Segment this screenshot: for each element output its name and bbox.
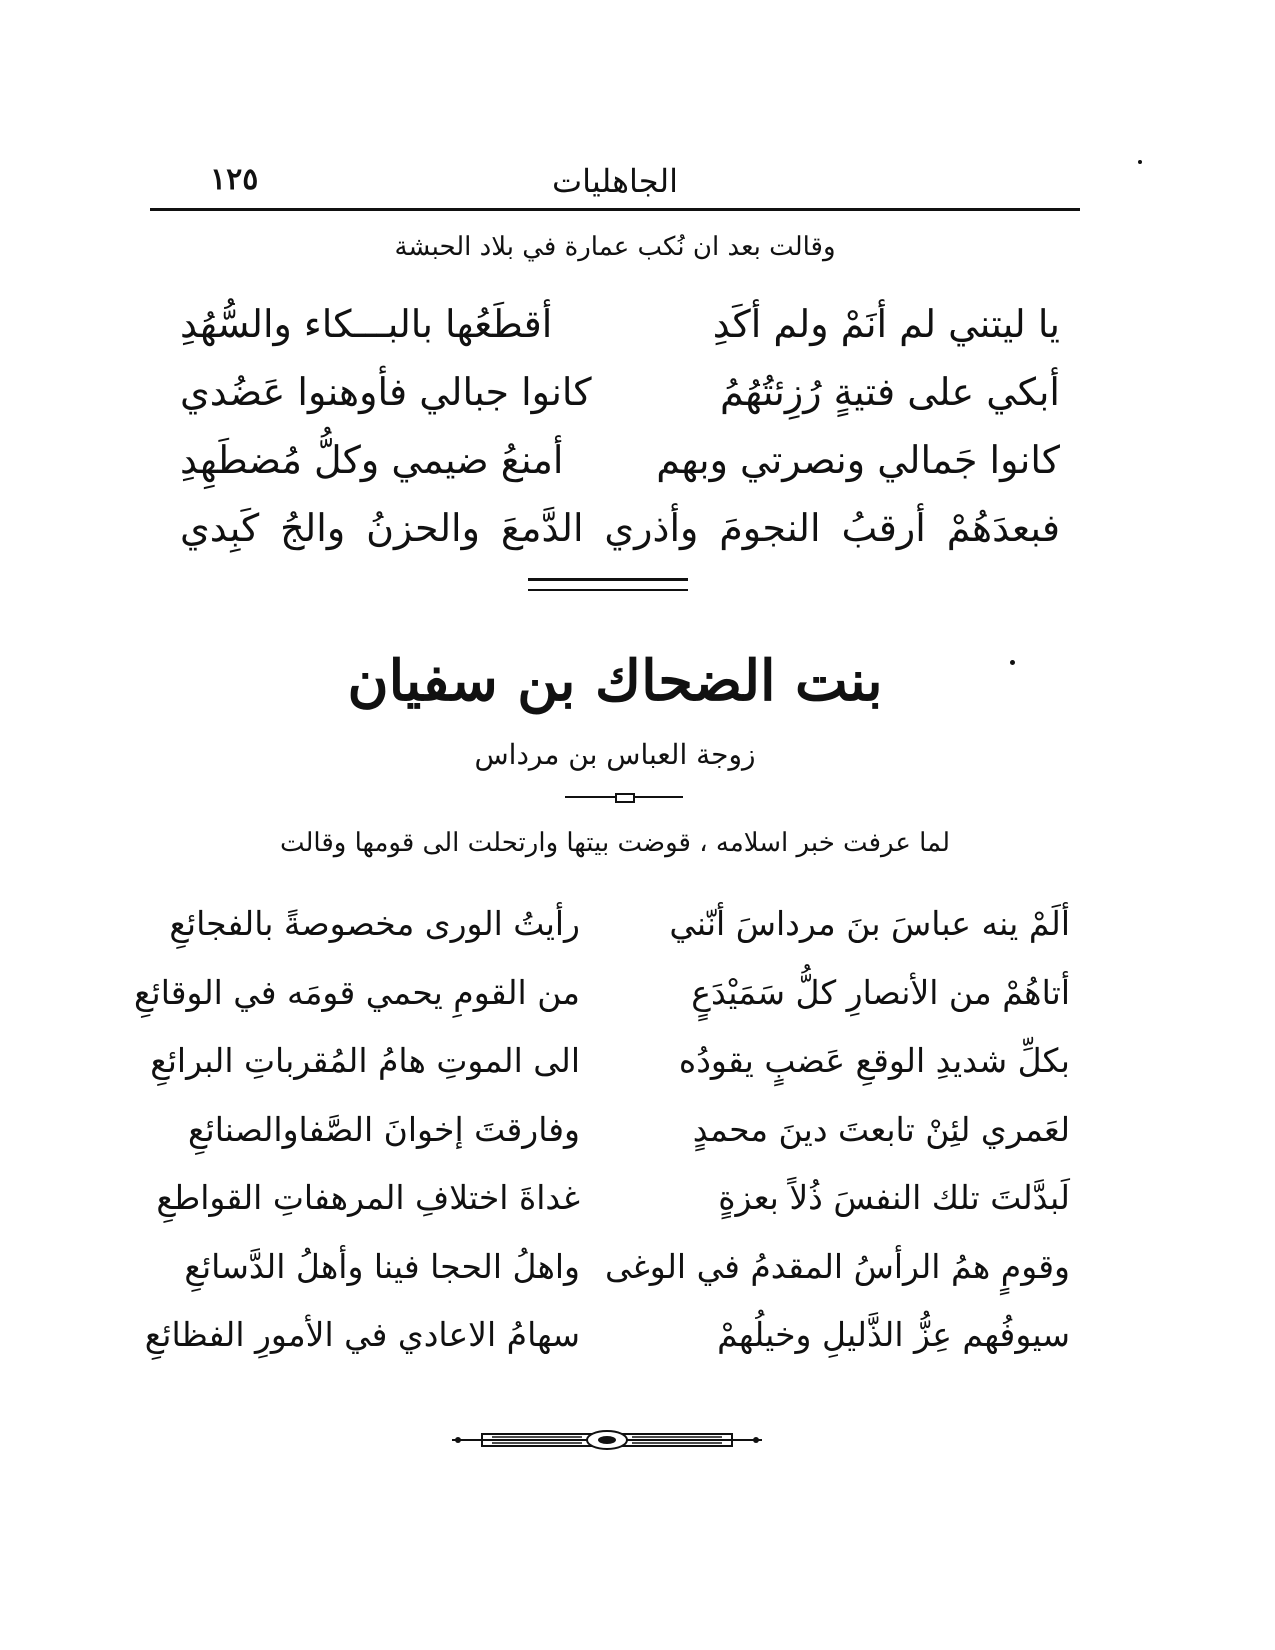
end-ornament <box>452 1428 762 1452</box>
header-rule <box>150 208 1080 211</box>
section-divider <box>528 578 688 591</box>
hemistich-first: وقومٍ همُ الرأسُ المقدمُ في الوغى <box>605 1246 1070 1286</box>
hemistich-first: لَبدَّلتَ تلك النفسَ ذُلاً بعزةٍ <box>718 1178 1070 1217</box>
divider-knot <box>615 793 635 803</box>
hemistich-second: كانوا جبالي فأوهنوا عَضُدي <box>180 370 592 414</box>
hemistich-first: ألَمْ ينه عباسَ بنَ مرداسَ أنّني <box>669 904 1070 943</box>
verse <box>150 1164 1070 1233</box>
poem-2 <box>133 890 1070 1370</box>
hemistich-first: أبكي على فتيةٍ رُزِئتُهُمُ <box>720 370 1060 414</box>
hemistich-second: سهامُ الاعادي في الأمورِ الفظائعِ <box>144 1315 580 1354</box>
hemistich-first: أتاهُمْ من الأنصارِ كلُّ سَمَيْدَعٍ <box>691 972 1070 1012</box>
hemistich-second: غداةَ اختلافِ المرهفاتِ القواطعِ <box>156 1178 580 1217</box>
verse <box>180 358 1060 426</box>
verse-full: فبعدَهُمْ أرقبُ النجومَ وأذري الدَّمعَ والحزنُ والجُ كَبِدي <box>180 506 1060 550</box>
hemistich-first: بكلِّ شديدِ الوقعِ عَضبٍ يقودُه <box>678 1041 1070 1080</box>
page-header <box>150 158 1080 208</box>
hemistich-second: أمنعُ ضيمي وكلُّ مُضطَهِدِ <box>180 438 564 482</box>
hemistich-second: رأيتُ الورى مخصوصةً بالفجائعِ <box>169 904 580 943</box>
verse <box>180 290 1060 358</box>
hemistich-first: يا ليتني لم أنَمْ ولم أكَدِ <box>712 302 1060 346</box>
verse <box>133 959 1070 1028</box>
section-2-intro: لما عرفت خبر اسلامه ، قوضت بيتها وارتحلت الى قومها وقالت <box>279 828 951 858</box>
hemistich-first: كانوا جَمالي ونصرتي وبهم <box>656 438 1060 482</box>
hemistich-second: الى الموتِ هامُ المُقرباتِ البرائعِ <box>150 1041 580 1080</box>
corner-mark <box>1138 160 1142 164</box>
hemistich-second: من القومِ يحمي قومَه في الوقائعِ <box>133 972 580 1012</box>
hemistich-second: أقطَعُها بالبـــكاء والسُّهُدِ <box>180 302 553 346</box>
hemistich-first: سيوفُهم عِزُّ الذَّليلِ وخيلُهمْ <box>717 1315 1070 1354</box>
small-divider <box>565 796 683 798</box>
verse <box>150 1096 1070 1165</box>
poet-subtitle: زوجة العباس بن مرداس <box>474 738 756 771</box>
poet-name-heading: بنت الضحاك بن سفيان <box>347 648 883 714</box>
verse <box>150 1233 1070 1302</box>
verse <box>150 1027 1070 1096</box>
section-1-intro: وقالت بعد ان نُكب عمارة في بلاد الحبشة <box>394 232 836 262</box>
verse <box>150 890 1070 959</box>
hemistich-first: لعَمري لئِنْ تابعتَ دينَ محمدٍ <box>692 1109 1070 1149</box>
hemistich-second: وفارقتَ إخوانَ الصَّفاوالصنائعِ <box>187 1109 580 1149</box>
verse <box>144 1301 1070 1370</box>
poem-1 <box>180 290 1060 562</box>
running-title: الجاهليات <box>551 162 679 200</box>
verse <box>180 426 1060 494</box>
hemistich-second: واهلُ الحجا فينا وأهلُ الدَّسائعِ <box>184 1246 580 1286</box>
page-number: ١٢٥ <box>210 162 259 197</box>
